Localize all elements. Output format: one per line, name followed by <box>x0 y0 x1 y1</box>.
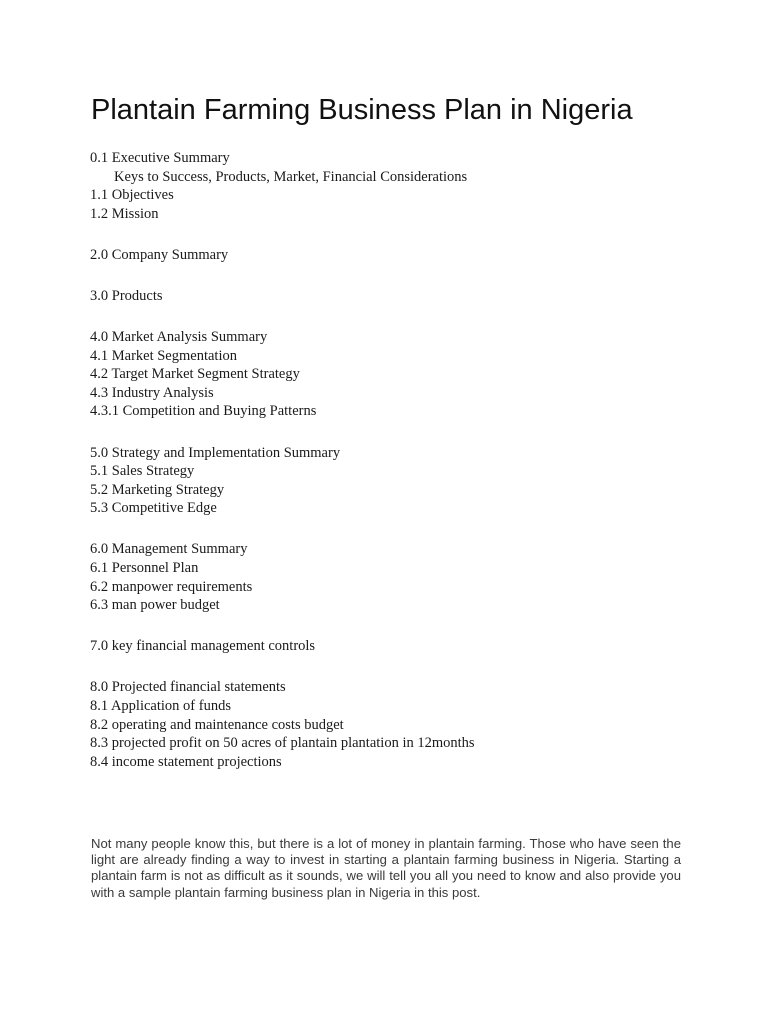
toc-entry: 7.0 key financial management controls <box>90 638 316 655</box>
page-title: Plantain Farming Business Plan in Nigeria <box>91 94 633 126</box>
toc-section <box>90 328 690 421</box>
toc-entry: 6.1 Personnel Plan <box>90 560 199 576</box>
toc-entry: 3.0 Products <box>90 287 163 304</box>
toc-section <box>90 149 690 223</box>
table-of-contents <box>90 149 690 794</box>
toc-entry: 5.2 Marketing Strategy <box>90 481 225 498</box>
toc-entry: 6.2 manpower requirements <box>90 578 253 595</box>
toc-entry: 5.3 Competitive Edge <box>90 500 217 517</box>
toc-entry: 8.0 Projected financial statements <box>90 679 286 696</box>
toc-section <box>90 678 690 771</box>
toc-entry: 2.0 Company Summary <box>90 246 229 263</box>
toc-entry: 6.3 man power budget <box>90 597 220 614</box>
toc-entry: 1.1 Objectives <box>90 187 174 204</box>
toc-section <box>90 637 690 656</box>
toc-entry: 5.0 Strategy and Implementation Summary <box>90 444 341 461</box>
toc-entry: 4.2 Target Market Segment Strategy <box>90 366 300 383</box>
toc-entry: 4.1 Market Segmentation <box>90 347 237 364</box>
toc-entry: 8.1 Application of funds <box>90 697 231 714</box>
toc-entry: 1.2 Mission <box>90 205 159 222</box>
toc-entry: 4.3.1 Competition and Buying Patterns <box>90 403 317 420</box>
toc-section <box>90 540 690 614</box>
toc-section <box>90 444 690 518</box>
intro-paragraph: Not many people know this, but there is a lot of money in plantain farming. Those who have seen the light are already finding a way to invest in starting a plantain farming business in Nigeria. Starting a plantain farm is not as difficult as it sounds, we will tell you all you need to know and also provide you with a sample plantain farming business plan in Nigeria in this post. <box>91 836 681 900</box>
toc-section <box>90 246 690 265</box>
toc-subentry: Keys to Success, Products, Market, Financial Considerations <box>114 168 468 185</box>
toc-entry: 8.2 operating and maintenance costs budget <box>90 716 344 733</box>
toc-entry: 0.1 Executive Summary <box>90 150 230 166</box>
toc-entry: 8.4 income statement projections <box>90 753 282 770</box>
toc-entry: 5.1 Sales Strategy <box>90 463 195 480</box>
toc-entry: 6.0 Management Summary <box>90 541 248 558</box>
toc-section <box>90 287 690 306</box>
toc-entry: 8.3 projected profit on 50 acres of plantain plantation in 12months <box>90 735 475 752</box>
toc-entry: 4.3 Industry Analysis <box>90 384 214 401</box>
toc-entry: 4.0 Market Analysis Summary <box>90 329 268 346</box>
